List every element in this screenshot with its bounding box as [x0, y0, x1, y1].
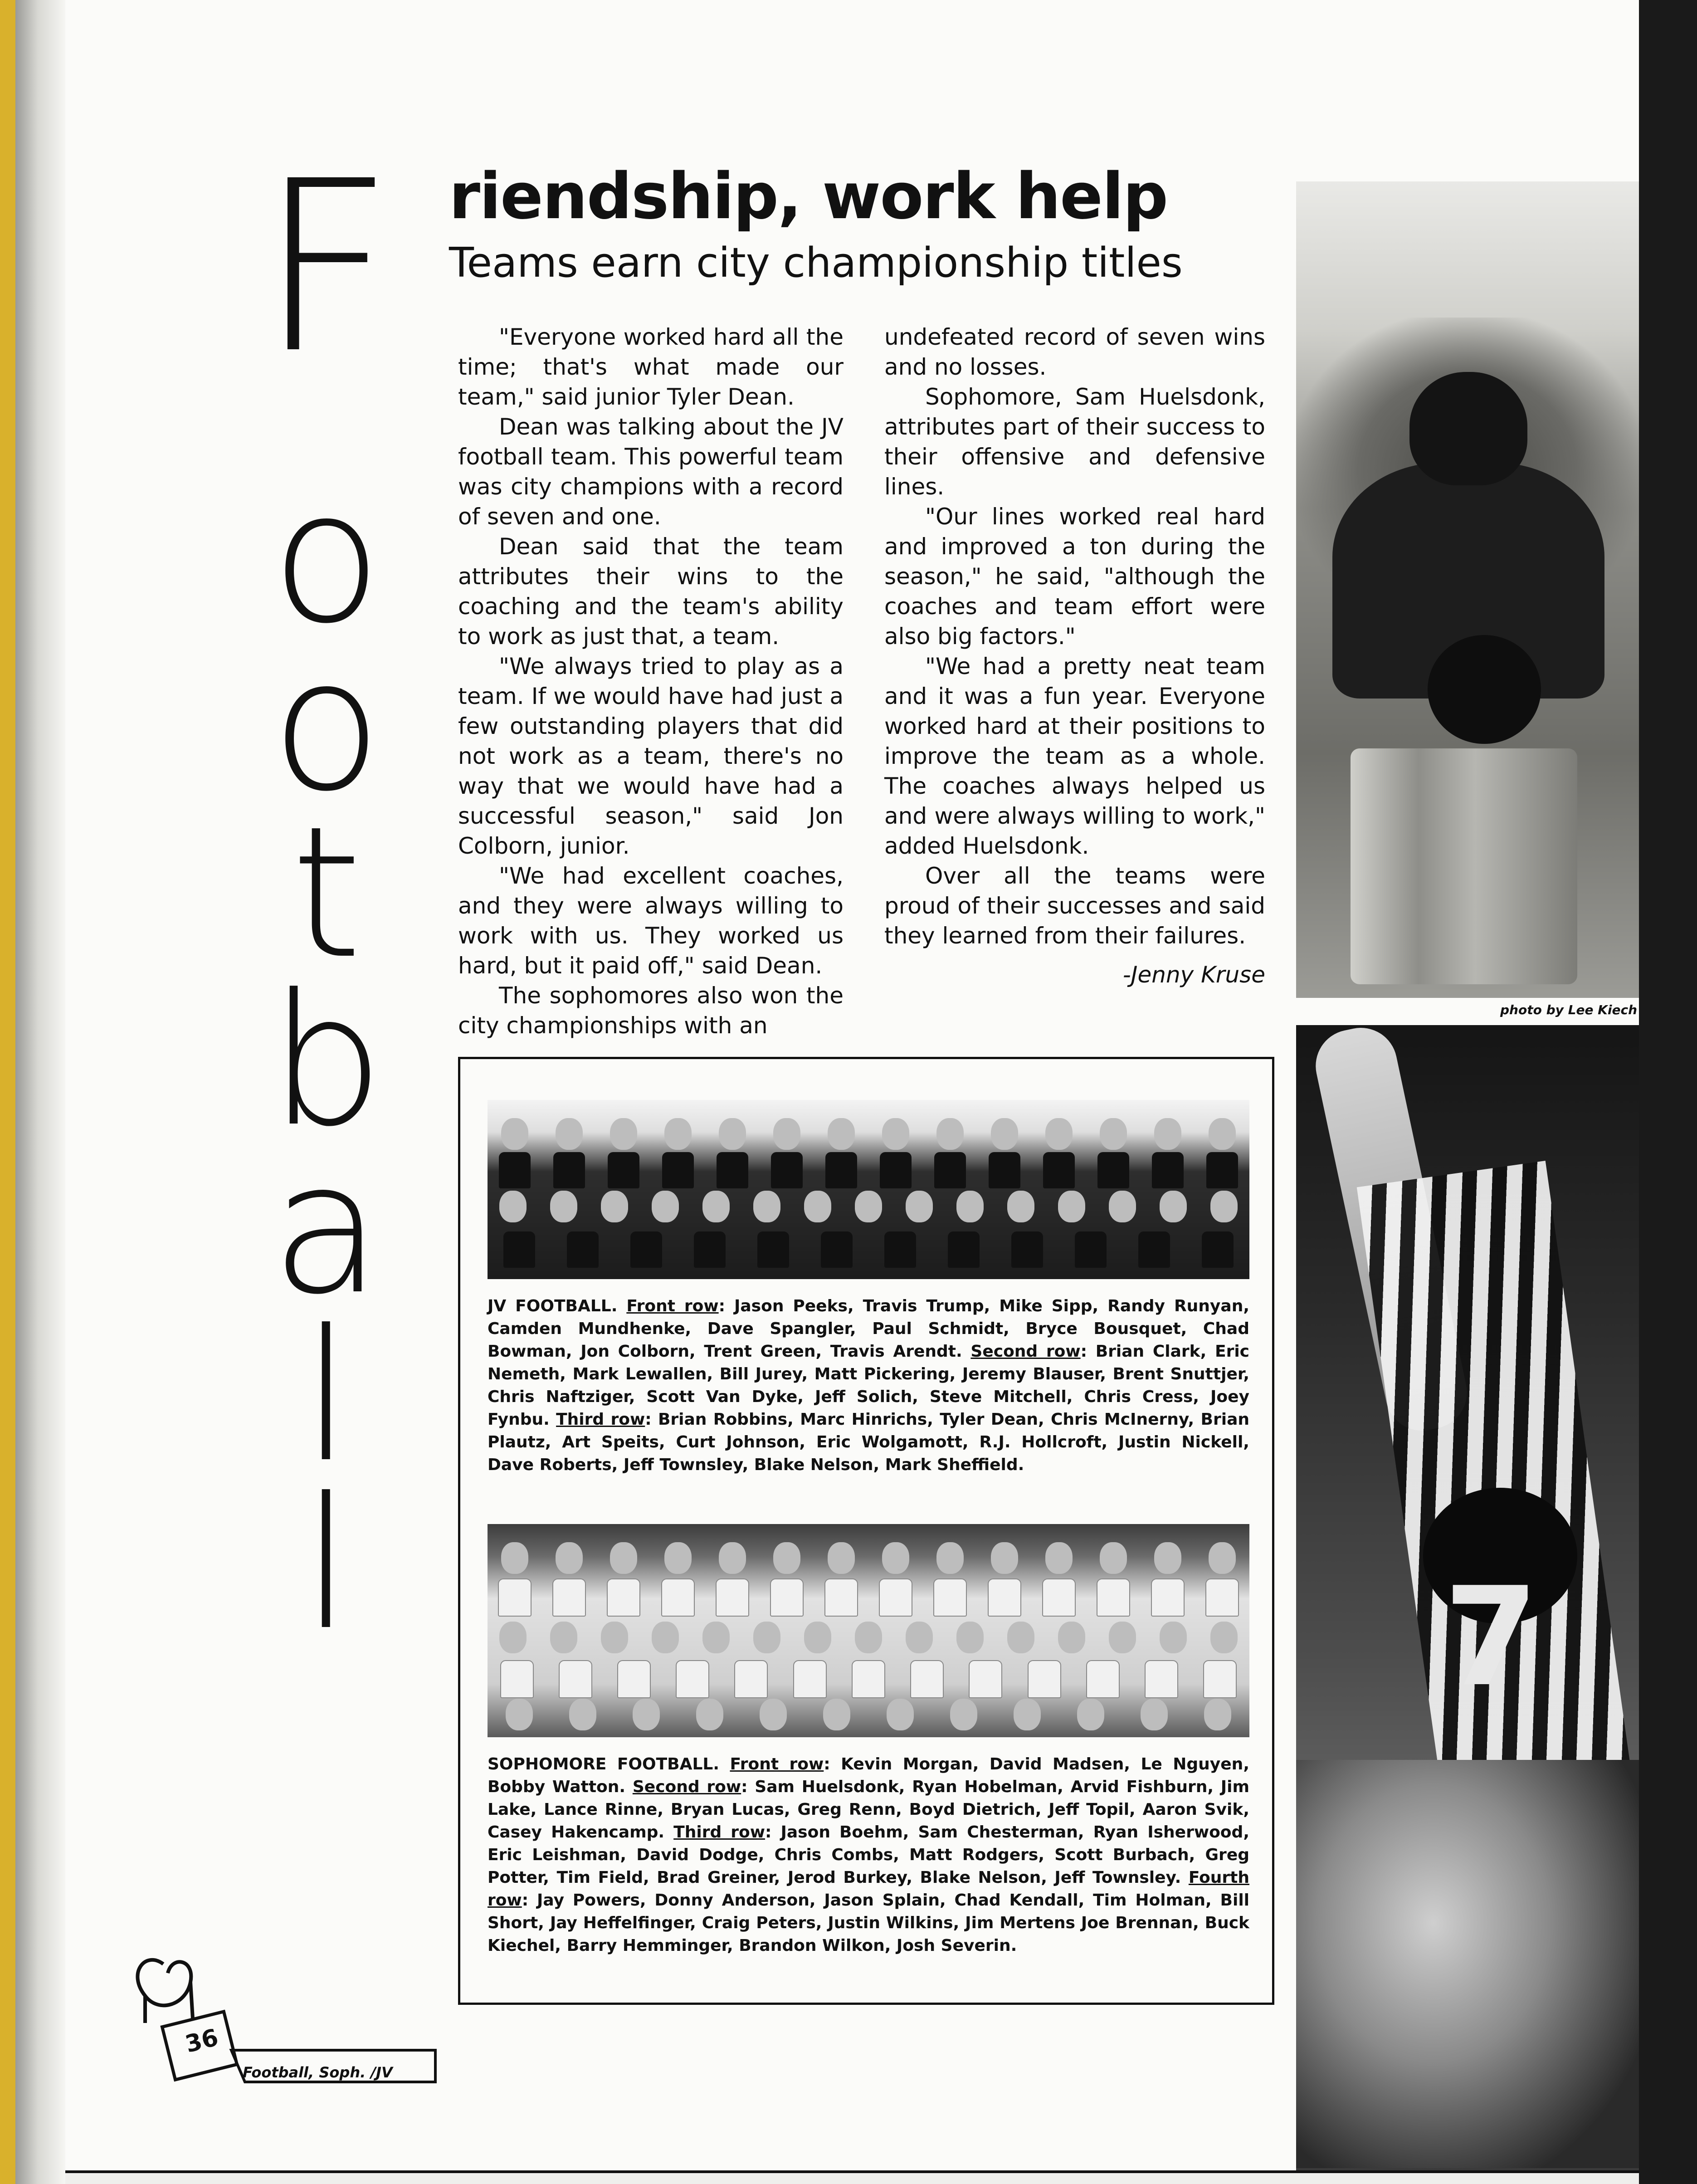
- row-names: Jason Peeks, Travis Trump, Mike Sipp, Randy Runyan, Camden Mundhenke, Dave Spangler, Paul Schmidt, Bryce Bousquet, Chad Bowman, Jon Colborn, Trent Green, Travis Arendt.: [488, 1297, 1249, 1361]
- team-photos-box: [458, 1057, 1274, 2005]
- binding-shadow: [15, 0, 65, 2184]
- row-label: Third row: [673, 1823, 766, 1842]
- photo-row: [488, 1191, 1249, 1222]
- jersey-number: 7: [1443, 1558, 1539, 1716]
- row-label: Second row: [632, 1778, 741, 1796]
- story-paragraph: "We had a pretty neat team and it was a fun year. Everyone worked hard at their positions to improve the team as a whole. The coaches always helped us and were always willing to work," added Huelsdonk.: [884, 653, 1265, 859]
- photo-row: [488, 1622, 1249, 1653]
- story-paragraph: "Everyone worked hard all the time; that's what made our team," said junior Tyler Dean.: [458, 324, 844, 410]
- photo-row: [488, 1660, 1249, 1698]
- sophomore-team-photo: [488, 1524, 1249, 1737]
- row-label: Third row: [556, 1410, 645, 1429]
- title-letter: l: [301, 1291, 352, 1502]
- helmet: [1409, 372, 1527, 485]
- row-names: Sam Huelsdonk, Ryan Hobelman, Arvid Fishburn, Jim Lake, Lance Rinne, Bryan Lucas, Greg Renn, Boyd Dietrich, Jeff Topil, Aaron Svik, Casey Hakencamp.: [488, 1778, 1249, 1842]
- title-letter: F: [258, 130, 395, 405]
- binding-edge: [0, 0, 15, 2184]
- caption-lead: JV FOOTBALL.: [488, 1297, 618, 1315]
- row-names: Jay Powers, Donny Anderson, Jason Splain, Chad Kendall, Tim Holman, Bill Short, Jay Heffelfinger, Craig Peters, Justin Wilkins, Jim Mertens Joe Brennan, Buck Kiechel, Barry Hemminger, Brandon Wilkon, Josh Severin.: [488, 1891, 1249, 1955]
- row-names: Brian Clark, Eric Nemeth, Mark Lewallen, Bill Jurey, Matt Pickering, Jeremy Blauser, Brent Snuttjer, Chris Naftziger, Scott Van Dyke, Jeff Solich, Steve Mitchell, Chris Cress, Joey Fynbu.: [488, 1342, 1250, 1429]
- facing-page-edge: [1639, 0, 1697, 2184]
- story-paragraph: "We had excellent coaches, and they were always willing to work with us. They worked us hard, but it paid off," said Dean.: [458, 863, 844, 979]
- photo-row: [488, 1231, 1249, 1268]
- player-legs: [1351, 748, 1577, 984]
- story-column-left: [458, 322, 844, 1041]
- row-names: Brian Robbins, Marc Hinrichs, Tyler Dean, Chris McInerny, Brian Plautz, Art Speits, Curt Johnson, Eric Wolgamott, R.J. Hollcroft, Justin Nickell, Dave Roberts, Jeff Townsley, Blake Nelson, Mark Sheffield.: [488, 1410, 1249, 1474]
- folio-label: Football, Soph. /JV: [243, 2064, 393, 2081]
- story-paragraph: undefeated record of seven wins and no losses.: [884, 324, 1265, 380]
- title-letter: l: [301, 1459, 352, 1670]
- jv-caption: JV FOOTBALL. Front row: Jason Peeks, Travis Trump, Mike Sipp, Randy Runyan, Camden Mundhenke, Dave Spangler, Paul Schmidt, Bryce Bousquet, Chad Bowman, Jon Colborn, Trent Green, Travis Arendt. Second row: Brian Clark, Eric Nemeth, Mark Lewallen, Bill Jurey, Matt Pickering, Jeremy Blauser, Brent Snuttjer, Chris Naftziger, Scott Van Dyke, Jeff Solich, Steve Mitchell, Chris Cress, Joey Fynbu. Third row: Brian Robbins, Marc Hinrichs, Tyler Dean, Chris McInerny, Brian Plautz, Art Speits, Curt Johnson, Eric Wolgamott, R.J. Hollcroft, Justin Nickell, Dave Roberts, Jeff Townsley, Blake Nelson, Mark Sheffield.: [488, 1297, 1250, 1474]
- row-names: Kevin Morgan, David Madsen, Le Nguyen, Bobby Watton.: [488, 1755, 1249, 1796]
- headline: riendship, work help: [449, 160, 1168, 234]
- story-paragraph: Dean said that the team attributes their wins to the coaching and the team's ability to work as just that, a team.: [458, 533, 844, 650]
- photo-row: [488, 1542, 1249, 1574]
- byline: -Jenny Kruse: [1122, 962, 1265, 988]
- helmet: [1428, 635, 1541, 744]
- photo-row: [488, 1118, 1249, 1150]
- row-names: Jason Boehm, Sam Chesterman, Ryan Isherwood, Eric Leishman, David Dodge, Chris Combs, Matt Rodgers, Scott Burbach, Greg Potter, Tim Field, Brad Greiner, Jerod Burkey, Blake Nelson, Jeff Townsley.: [488, 1823, 1249, 1887]
- jv-team-photo: [488, 1100, 1249, 1279]
- row-label: Fourth row: [488, 1868, 1249, 1910]
- title-letter: o: [271, 620, 382, 831]
- player-pile: [1296, 1760, 1639, 2168]
- photo-row: [488, 1699, 1249, 1730]
- row-label: Front row: [626, 1297, 719, 1315]
- photo-row: [488, 1152, 1249, 1188]
- photo-credit: photo by Lee Kiech: [1500, 1002, 1637, 1017]
- story-paragraph: Dean was talking about the JV football team. This powerful team was city champions with a record of seven and one.: [458, 414, 844, 530]
- row-label: Second row: [970, 1342, 1081, 1361]
- photo-row: [488, 1578, 1249, 1617]
- caption-lead: SOPHOMORE FOOTBALL.: [488, 1755, 720, 1774]
- subheadline: Teams earn city championship titles: [449, 239, 1183, 287]
- referee-photo: [1296, 1025, 1639, 2173]
- sophomore-caption: SOPHOMORE FOOTBALL. Front row: Kevin Morgan, David Madsen, Le Nguyen, Bobby Watton. Second row: Sam Huelsdonk, Ryan Hobelman, Arvid Fishburn, Jim Lake, Lance Rinne, Bryan Lucas, Greg Renn, Boyd Dietrich, Jeff Topil, Aaron Svik, Casey Hakencamp. Third row: Jason Boehm, Sam Chesterman, Ryan Isherwood, Eric Leishman, David Dodge, Chris Combs, Matt Rodgers, Scott Burbach, Greg Potter, Tim Field, Brad Greiner, Jerod Burkey, Blake Nelson, Jeff Townsley. Fourth row: Jay Powers, Donny Anderson, Jason Splain, Chad Kendall, Tim Holman, Bill Short, Jay Heffelfinger, Craig Peters, Justin Wilkins, Jim Mertens Joe Brennan, Buck Kiechel, Barry Hemminger, Brandon Wilkon, Josh Severin.: [488, 1755, 1249, 1955]
- story-paragraph: The sophomores also won the city championships with an: [458, 982, 844, 1039]
- bottom-rule: [65, 2170, 1639, 2173]
- title-letter: a: [271, 1124, 382, 1334]
- row-label: Front row: [730, 1755, 824, 1774]
- lineman-photo: [1296, 181, 1639, 998]
- title-letter: b: [269, 956, 384, 1167]
- story-paragraph: "Our lines worked real hard and improved a ton during the season," he said, "although the coaches and team effort were also big factors.": [884, 503, 1265, 650]
- title-letter: t: [291, 788, 362, 999]
- page-number: 36: [182, 2024, 221, 2058]
- story-column-right: [884, 322, 1265, 990]
- story-paragraph: Sophomore, Sam Huelsdonk, attributes part of their success to their offensive and defensive lines.: [884, 384, 1265, 500]
- story-paragraph: Over all the teams were proud of their successes and said they learned from their failures.: [884, 863, 1265, 949]
- story-paragraph: "We always tried to play as a team. If we would have had just a few outstanding players that did not work as a team, there's no way that we would have had a successful season," said Jon Colborn, junior.: [458, 653, 844, 859]
- title-letter: o: [271, 452, 382, 663]
